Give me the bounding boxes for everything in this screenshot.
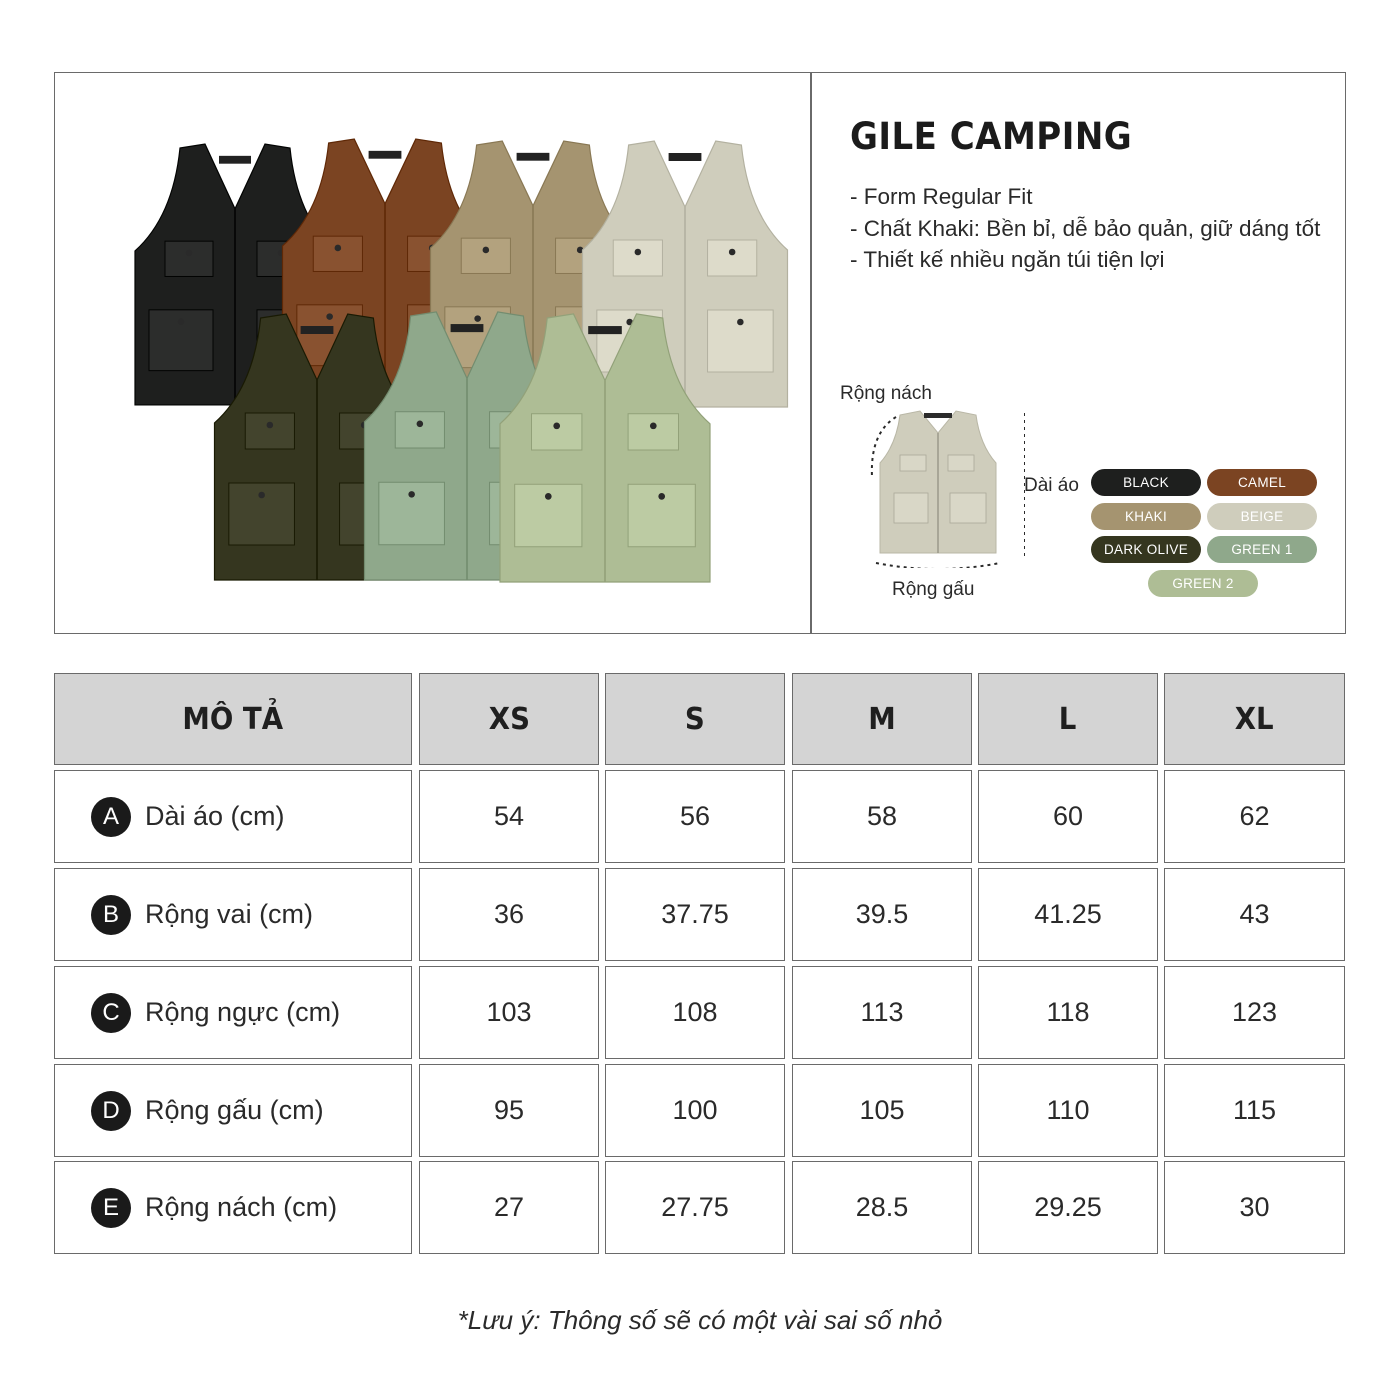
size-value-cell: 43 (1164, 868, 1345, 961)
size-value-cell: 62 (1164, 770, 1345, 863)
size-value-cell: 41.25 (978, 868, 1158, 961)
header-label: XL (1235, 701, 1274, 737)
vest-lineup-image (55, 73, 810, 633)
size-value-cell: 29.25 (978, 1161, 1158, 1254)
measurement-letter-badge: D (91, 1091, 131, 1131)
color-swatch-dark-olive: DARK OLIVE (1091, 536, 1201, 563)
measurement-label: Rộng vai (cm) (145, 899, 314, 929)
measurement-label-cell (54, 868, 412, 961)
color-swatch-green-1: GREEN 1 (1207, 536, 1317, 563)
measurement-label: Dài áo (cm) (145, 801, 285, 831)
size-value-cell: 39.5 (792, 868, 972, 961)
size-value-cell: 58 (792, 770, 972, 863)
size-value-cell: 37.75 (605, 868, 785, 961)
product-info (840, 73, 1340, 633)
header-size-s (605, 673, 785, 765)
mini-vest-icon (880, 411, 996, 553)
color-swatches (1091, 469, 1321, 604)
measurement-label: Rộng ngực (cm) (145, 997, 341, 1027)
header-label: S (685, 701, 705, 737)
length-label: Dài áo (1024, 475, 1079, 496)
size-value-cell: 113 (792, 966, 972, 1059)
measurement-label-cell (54, 966, 412, 1059)
measurement-label-cell (54, 1064, 412, 1157)
header-description (54, 673, 412, 765)
size-value-cell: 115 (1164, 1064, 1345, 1157)
color-swatch-green-2: GREEN 2 (1148, 570, 1258, 597)
size-value-cell: 108 (605, 966, 785, 1059)
header-label: M (868, 701, 896, 737)
size-value-cell: 100 (605, 1064, 785, 1157)
size-value-cell: 110 (978, 1064, 1158, 1157)
armpit-width-label: Rộng nách (840, 383, 932, 404)
size-value-cell: 123 (1164, 966, 1345, 1059)
size-value-cell: 103 (419, 966, 599, 1059)
size-value-cell: 56 (605, 770, 785, 863)
measurement-label-cell (54, 1161, 412, 1254)
size-value-cell: 36 (419, 868, 599, 961)
hem-measure-line (876, 563, 1000, 568)
header-label: XS (488, 701, 530, 737)
header-label: L (1059, 701, 1077, 737)
feature-item: - Chất Khaki: Bền bỉ, dễ bảo quản, giữ dáng tốt (850, 215, 1321, 241)
color-swatch-khaki: KHAKI (1091, 503, 1201, 530)
header-label: MÔ TẢ (182, 701, 284, 737)
size-value-cell: 95 (419, 1064, 599, 1157)
color-swatch-camel: CAMEL (1207, 469, 1317, 496)
size-value-cell: 30 (1164, 1161, 1345, 1254)
size-value-cell: 105 (792, 1064, 972, 1157)
feature-item: - Thiết kế nhiều ngăn túi tiện lợi (850, 247, 1165, 272)
header-size-l (978, 673, 1158, 765)
color-swatch-black: BLACK (1091, 469, 1201, 496)
size-value-cell: 27 (419, 1161, 599, 1254)
measurement-letter-badge: B (91, 895, 131, 935)
hem-width-label: Rộng gấu (892, 579, 975, 600)
header-size-m (792, 673, 972, 765)
size-value-cell: 60 (978, 770, 1158, 863)
feature-list (850, 181, 1320, 276)
card-divider (810, 73, 812, 633)
measurement-label: Rộng gấu (cm) (145, 1095, 324, 1125)
size-value-cell: 28.5 (792, 1161, 972, 1254)
size-value-cell: 118 (978, 966, 1158, 1059)
product-card (54, 72, 1346, 634)
product-photo (55, 73, 810, 633)
measurement-letter-badge: A (91, 797, 131, 837)
header-size-xl (1164, 673, 1345, 765)
measurement-label: Rộng nách (cm) (145, 1192, 338, 1222)
footnote: *Lưu ý: Thông số sẽ có một vài sai số nhỏ (457, 1305, 943, 1335)
measurement-diagram (850, 403, 1025, 568)
product-title: GILE CAMPING (850, 115, 1133, 158)
measurement-label-cell (54, 770, 412, 863)
color-swatch-beige: BEIGE (1207, 503, 1317, 530)
feature-item: - Form Regular Fit (850, 184, 1033, 209)
size-value-cell: 27.75 (605, 1161, 785, 1254)
measurement-letter-badge: C (91, 993, 131, 1033)
size-value-cell: 54 (419, 770, 599, 863)
header-size-xs (419, 673, 599, 765)
measurement-letter-badge: E (91, 1188, 131, 1228)
